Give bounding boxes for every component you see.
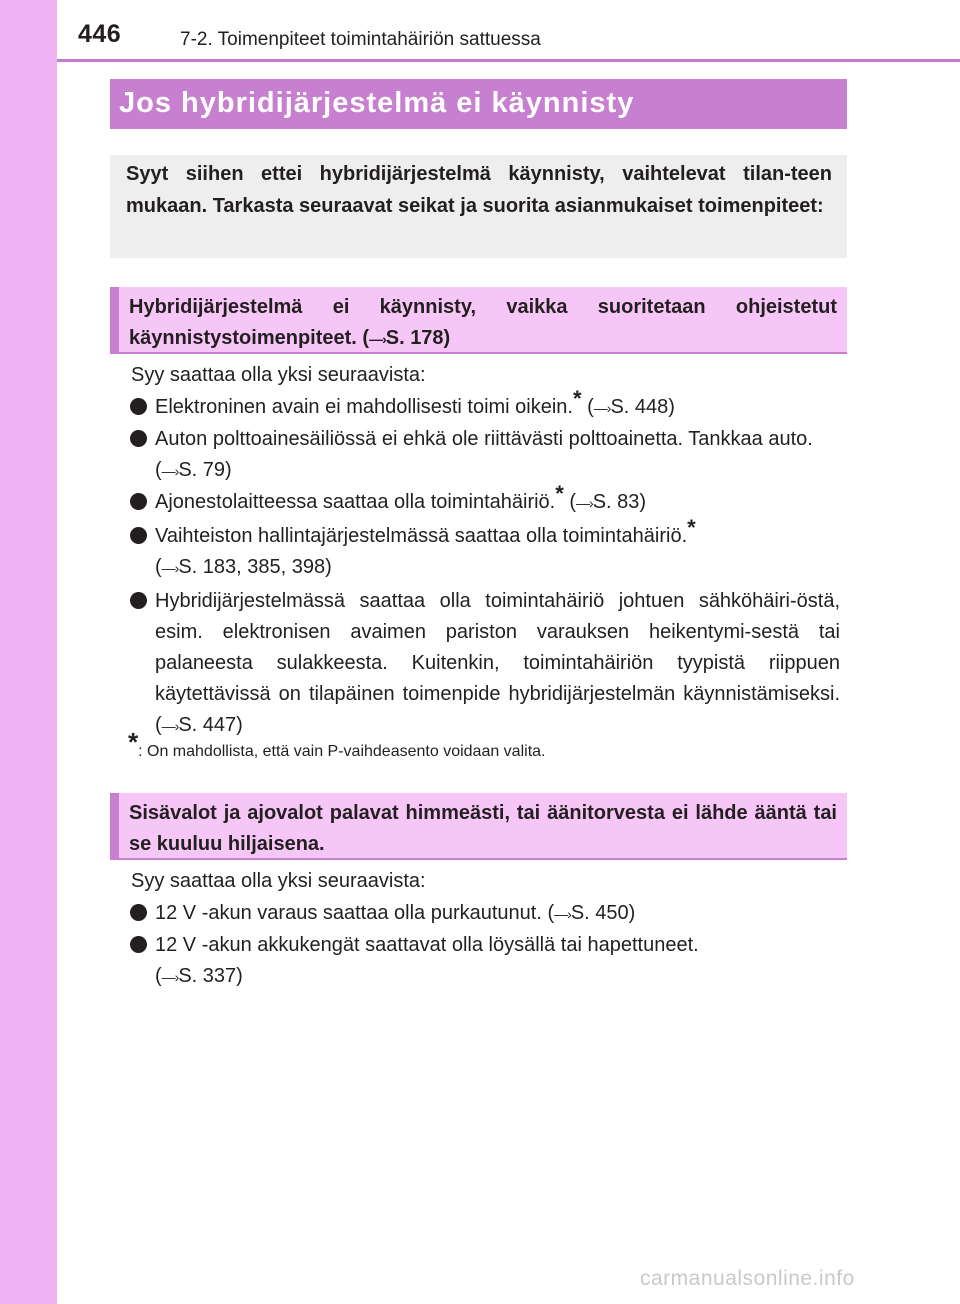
- bullet-icon: [130, 430, 147, 447]
- list-item: [128, 586, 840, 742]
- subheading-ref: S. 178): [385, 327, 451, 349]
- subheading-no-start: [110, 287, 847, 354]
- bullet-icon: [130, 398, 147, 415]
- chapter-tab-bar: [0, 0, 57, 1304]
- list-item: Elektroninen avain ei mahdollisesti toimi oikein.* (—›S. 448): [128, 392, 840, 424]
- watermark: carmanualsonline.info: [640, 1267, 855, 1290]
- subheading-text: Hybridijärjestelmä ei käynnisty, vaikka suoritetaan ohjeistetut käynnistystoimenpiteet. (: [129, 296, 837, 349]
- item-ref: S. 448): [610, 396, 675, 418]
- page-number: 446: [78, 20, 122, 48]
- list-item: Ajonestolaitteessa saattaa olla toimintahäiriö.* (—›S. 83): [128, 487, 840, 519]
- arrow-icon: —›: [593, 400, 611, 416]
- lead-text: Syy saattaa olla yksi seuraavista:: [131, 870, 426, 892]
- page-title: Jos hybridijärjestelmä ei käynnisty: [110, 79, 847, 129]
- item-ref: S. 337): [178, 965, 243, 987]
- arrow-icon: —›: [369, 331, 386, 347]
- item-ref: S. 183, 385, 398): [178, 556, 332, 578]
- item-text: Auton polttoainesäiliössä ei ehkä ole riittävästi polttoainetta. Tankkaa auto. (: [155, 428, 813, 481]
- item-ref: S. 83): [592, 491, 647, 513]
- list-item: [128, 424, 840, 487]
- subheading-dim-lights: Sisävalot ja ajovalot palavat himmeästi, tai äänitorvesta ei lähde ääntä tai se kuuluu hiljaisena.: [110, 793, 847, 860]
- asterisk-icon: *: [555, 481, 564, 506]
- arrow-icon: —›: [576, 495, 593, 511]
- item-text: Hybridijärjestelmässä saattaa olla toimintahäiriö johtuen sähköhäiri-östä, esim. elektronisen avaimen pariston varauksen heikentymi-sestä tai palaneesta sulakkeesta. Kuitenkin, toimintahäiriön tyypistä riippuen käytettävissä on tilapäinen toimenpide hybridijärjestelmän käynnistämiseksi. (: [155, 590, 840, 736]
- list-item: 12 V -akun akkukengät saattavat olla löysällä tai hapettuneet. (—›S. 337): [128, 930, 840, 993]
- item-ref: S. 447): [178, 714, 243, 736]
- bullet-icon: [130, 493, 147, 510]
- arrow-icon: —›: [161, 463, 179, 479]
- arrow-icon: —›: [161, 969, 179, 985]
- item-text: Elektroninen avain ei mahdollisesti toimi oikein.: [155, 396, 573, 418]
- item-ref: S. 79): [178, 459, 232, 481]
- list-item: [128, 898, 840, 930]
- bullet-icon: [130, 592, 147, 609]
- section-header: 7-2. Toimenpiteet toimintahäiriön sattuessa: [180, 29, 541, 50]
- bullet-icon: [130, 936, 147, 953]
- item-text: Ajonestolaitteessa saattaa olla toimintahäiriö.: [155, 491, 556, 513]
- arrow-icon: —›: [161, 560, 179, 576]
- item-ref: S. 450): [570, 902, 636, 924]
- asterisk-icon: *: [687, 515, 696, 540]
- bullet-icon: [130, 904, 147, 921]
- intro-box: Syyt siihen ettei hybridijärjestelmä käynnisty, vaihtelevat tilan-teen mukaan. Tarkasta seuraavat seikat ja suorita asianmukaiset toimenpiteet:: [110, 155, 847, 258]
- list-item: Vaihteiston hallintajärjestelmässä saattaa olla toimintahäiriö.* (—›S. 183, 385, 398): [128, 521, 840, 584]
- asterisk-icon: *: [573, 386, 582, 411]
- arrow-icon: —›: [554, 906, 571, 922]
- item-text: Vaihteiston hallintajärjestelmässä saattaa olla toimintahäiriö.: [155, 525, 688, 547]
- header-rule: [57, 59, 960, 62]
- item-text: 12 V -akun akkukengät saattavat olla löysällä tai hapettuneet.: [155, 934, 699, 956]
- arrow-icon: —›: [161, 718, 179, 734]
- footnote-text: : On mahdollista, että vain P-vaihdeasento voidaan valita.: [138, 743, 546, 760]
- item-text: 12 V -akun varaus saattaa olla purkautunut. (: [155, 902, 555, 924]
- footnote-asterisk: *: [128, 727, 139, 757]
- footnote: [128, 727, 546, 761]
- lead-text: Syy saattaa olla yksi seuraavista:: [131, 364, 426, 386]
- bullet-icon: [130, 527, 147, 544]
